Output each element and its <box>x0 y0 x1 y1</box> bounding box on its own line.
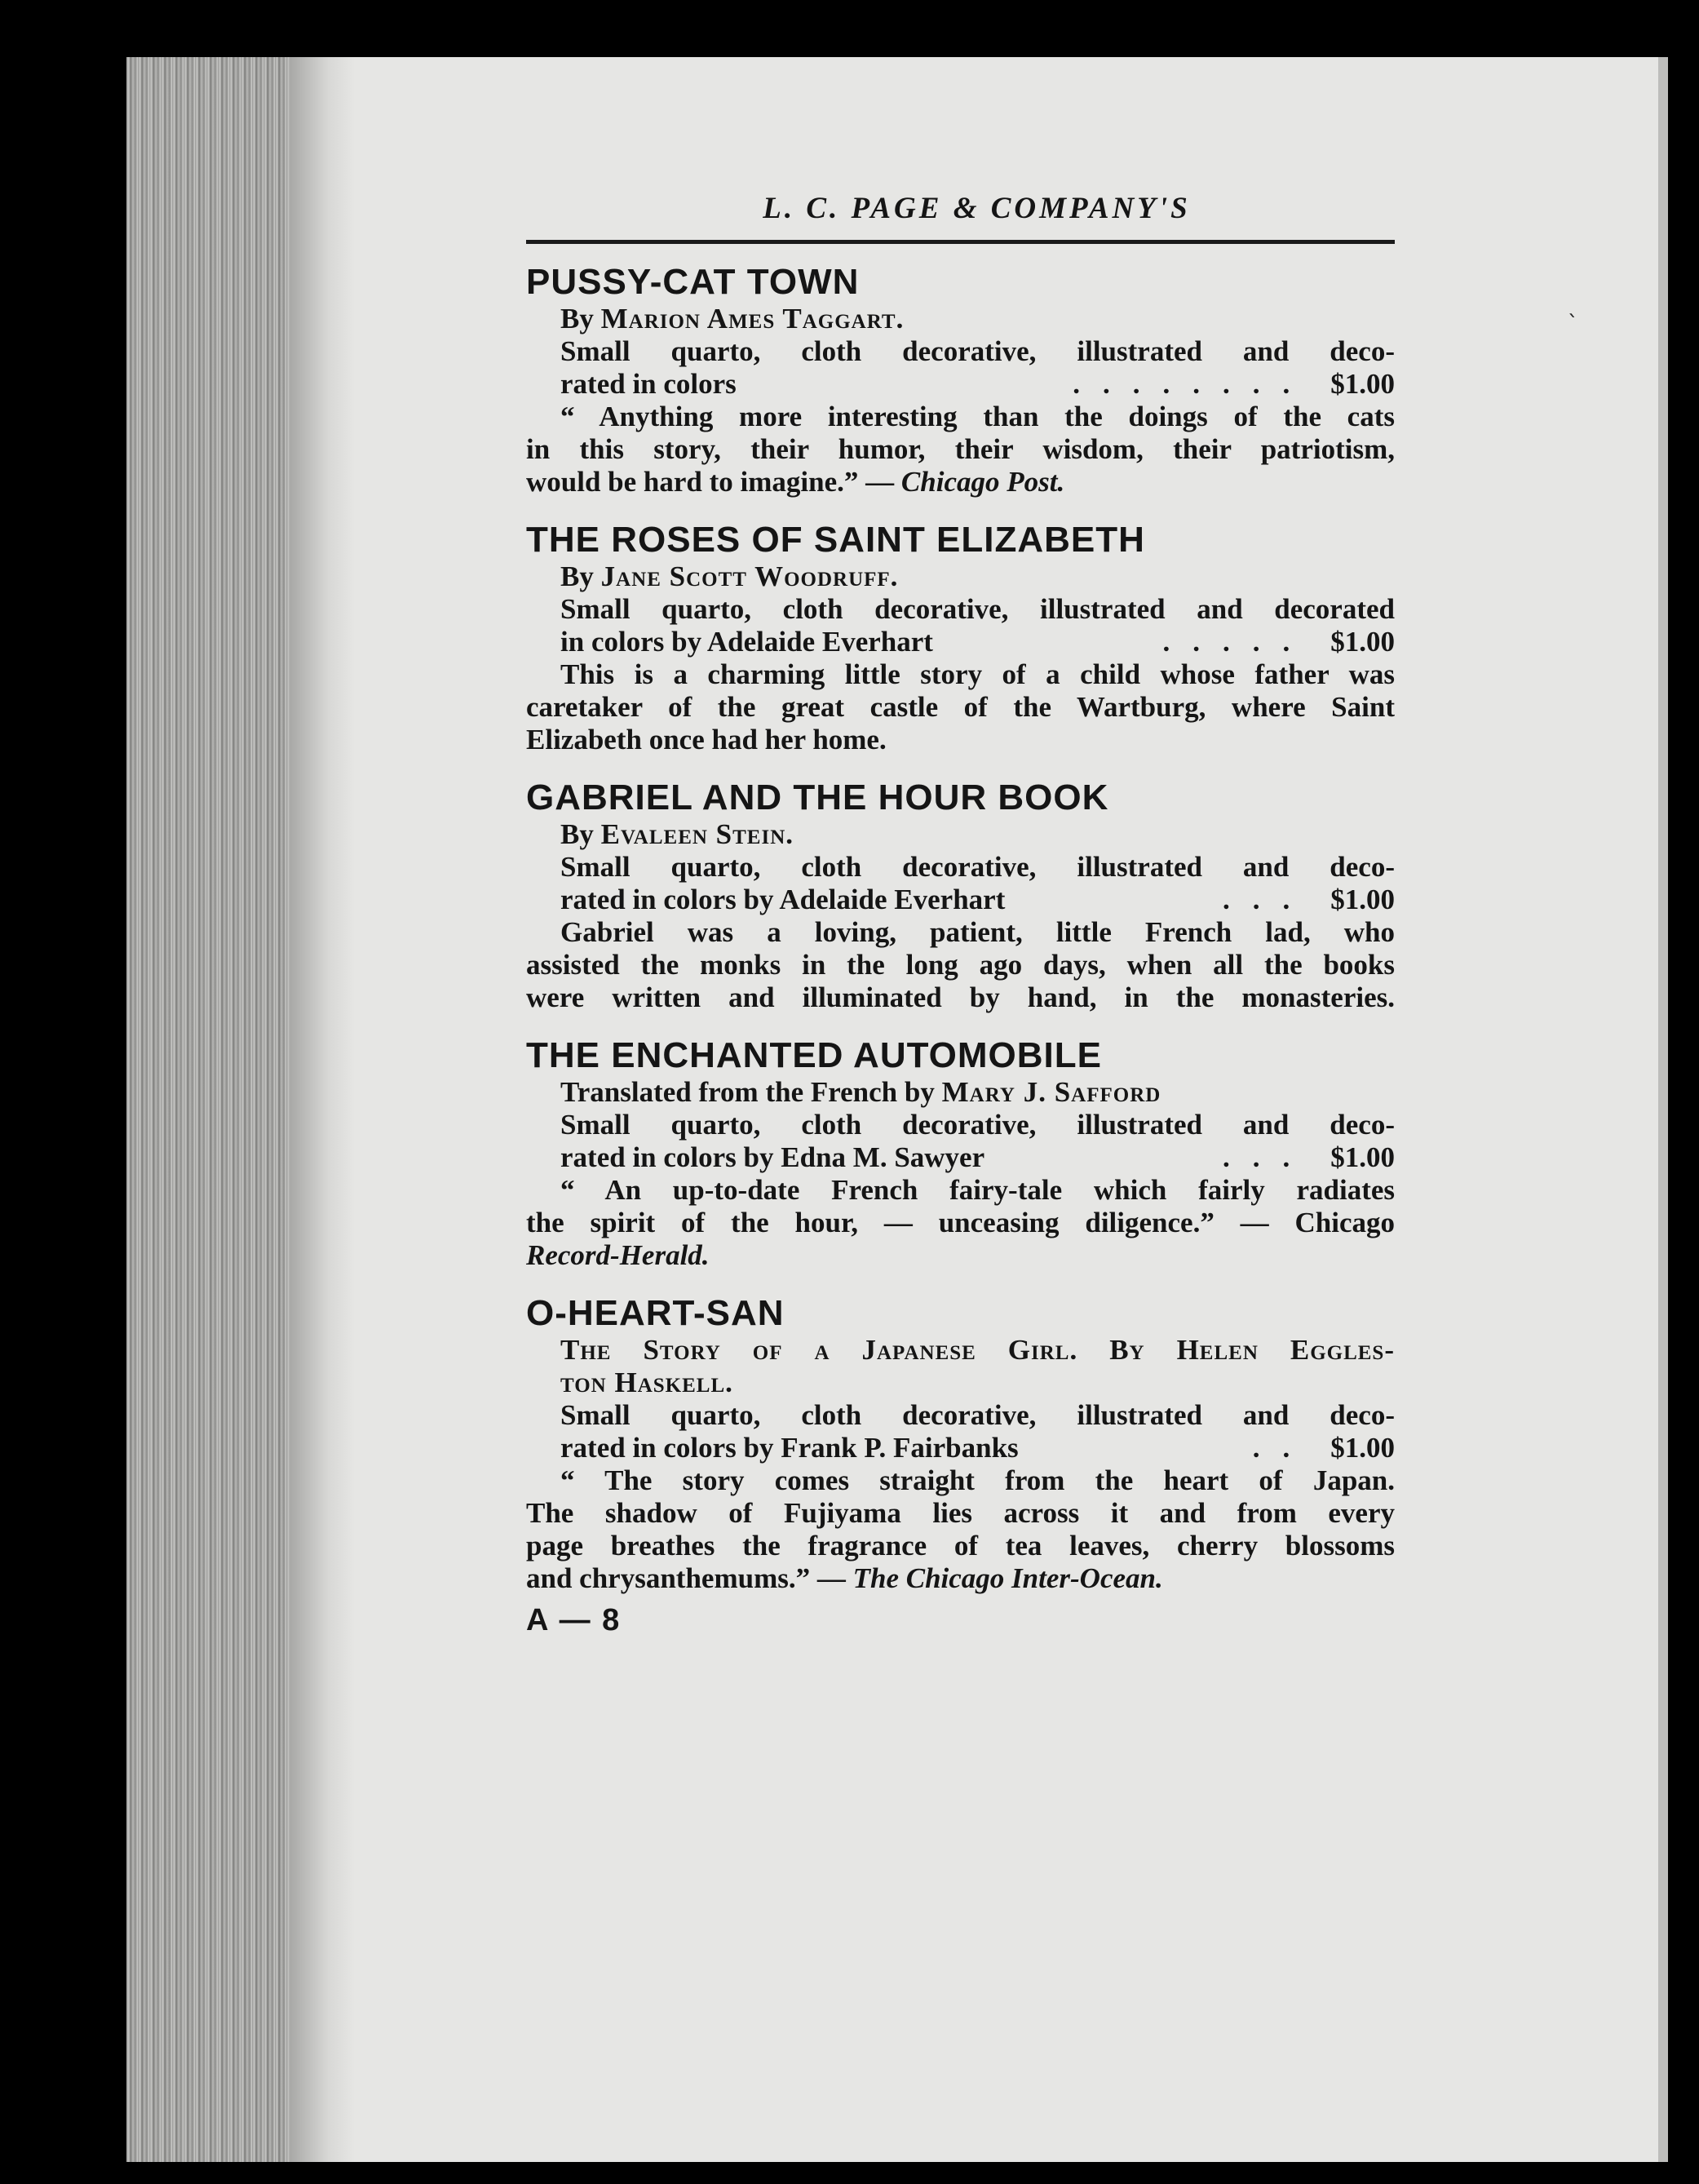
right-page-edge <box>1658 57 1668 2162</box>
byline-prefix: By <box>560 818 594 850</box>
description-line: rated in colors by Adelaide Everhart <box>560 884 1006 915</box>
description-line: Small quarto, cloth decorative, illustrated and deco- <box>560 851 1395 883</box>
catalog-entry <box>526 1293 1395 1595</box>
description-line: Small quarto, cloth decorative, illustrated and deco- <box>560 1399 1395 1431</box>
running-head: L. C. PAGE & COMPANY'S <box>763 192 1191 225</box>
description-price-line <box>526 1432 1395 1464</box>
description-price-line <box>526 1141 1395 1174</box>
leader-dots: ..... <box>1162 626 1313 658</box>
translator-name: Mary J. Safford <box>941 1076 1161 1108</box>
book-title: O-HEART-SAN <box>526 1293 785 1333</box>
blurb-line: were written and illuminated by hand, in the monasteries. <box>526 981 1395 1013</box>
byline-prefix: By <box>560 560 594 592</box>
price: $1.00 <box>1330 1141 1395 1173</box>
book-title: THE ENCHANTED AUTOMOBILE <box>526 1035 1102 1075</box>
description-line: Small quarto, cloth decorative, illustrated and decorated <box>560 593 1395 625</box>
page-number: A — 8 <box>526 1603 622 1637</box>
dust-speck: ˎ <box>1568 294 1578 318</box>
blurb-line: caretaker of the great castle of the Wartburg, where Saint <box>526 691 1395 723</box>
book-title: THE ROSES OF SAINT ELIZABETH <box>526 520 1145 560</box>
blurb-line: in this story, their humor, their wisdom, their patriotism, <box>526 433 1395 465</box>
leader-dots: ........ <box>1073 368 1313 400</box>
description-line: rated in colors <box>560 368 737 400</box>
blurb-line: “ An up-to-date French fairy-tale which fairly radiates <box>560 1174 1395 1206</box>
catalog-page-content <box>526 189 1395 1639</box>
byline <box>526 1076 1395 1109</box>
blurb-line: Gabriel was a loving, patient, little French lad, who <box>560 916 1395 948</box>
byline-prefix: Translated from the French by <box>560 1076 935 1108</box>
author-name: Evaleen Stein. <box>600 818 794 850</box>
blurb-line: the spirit of the hour, — unceasing diligence.” — Chicago <box>526 1207 1395 1238</box>
author-name: Marion Ames Taggart. <box>600 303 905 334</box>
catalog-entry <box>526 1035 1395 1272</box>
gutter-shadow <box>290 57 355 2162</box>
price: $1.00 <box>1330 626 1395 658</box>
description-price-line <box>526 884 1395 916</box>
catalog-entry <box>526 777 1395 1014</box>
blurb-line: Elizabeth once had her home. <box>526 724 887 755</box>
author-name: Jane Scott Woodruff. <box>600 560 899 592</box>
byline <box>526 560 1395 593</box>
blurb-line: This is a charming little story of a child whose father was <box>560 658 1395 690</box>
quote-source: Chicago Post. <box>900 466 1065 498</box>
description-line: rated in colors by Edna M. Sawyer <box>560 1141 985 1173</box>
description-price-line <box>526 626 1395 658</box>
subtitle-line: The Story of a Japanese Girl. By Helen Eggles- <box>560 1334 1395 1366</box>
subtitle-line: ton Haskell. <box>560 1367 733 1398</box>
page-edges <box>126 57 290 2162</box>
quote-source: The Chicago Inter-Ocean. <box>852 1562 1163 1594</box>
blurb-line: assisted the monks in the long ago days, when all the books <box>526 949 1395 981</box>
blurb-line: “ The story comes straight from the heart of Japan. <box>560 1464 1395 1496</box>
leader-dots: ... <box>1223 884 1313 915</box>
description-line: rated in colors by Frank P. Fairbanks <box>560 1432 1019 1464</box>
price: $1.00 <box>1330 884 1395 915</box>
catalog-entry <box>526 262 1395 498</box>
book-title: GABRIEL AND THE HOUR BOOK <box>526 777 1109 817</box>
price: $1.00 <box>1330 1432 1395 1464</box>
header-rule <box>526 240 1395 244</box>
description-line: Small quarto, cloth decorative, illustrated and deco- <box>560 335 1395 367</box>
blurb-line: would be hard to imagine.” — <box>526 466 895 498</box>
description-line: Small quarto, cloth decorative, illustrated and deco- <box>560 1109 1395 1141</box>
blurb-line-with-source <box>526 466 1395 498</box>
description-line: in colors by Adelaide Everhart <box>560 626 933 658</box>
leader-dots: .. <box>1252 1432 1313 1464</box>
blurb-line: “ Anything more interesting than the doings of the cats <box>560 401 1395 432</box>
byline <box>526 818 1395 851</box>
price: $1.00 <box>1330 368 1395 400</box>
leader-dots: ... <box>1223 1141 1313 1173</box>
byline <box>526 303 1395 335</box>
description-price-line <box>526 368 1395 401</box>
quote-source: Record-Herald. <box>526 1239 710 1271</box>
blurb-line: and chrysanthemums.” — <box>526 1562 846 1594</box>
book-title: PUSSY-CAT TOWN <box>526 262 860 302</box>
blurb-line-with-source <box>526 1562 1395 1595</box>
blurb-line: page breathes the fragrance of tea leaves, cherry blossoms <box>526 1530 1395 1562</box>
catalog-entry <box>526 520 1395 756</box>
byline-prefix: By <box>560 303 594 334</box>
blurb-line: The shadow of Fujiyama lies across it and from every <box>526 1497 1395 1529</box>
